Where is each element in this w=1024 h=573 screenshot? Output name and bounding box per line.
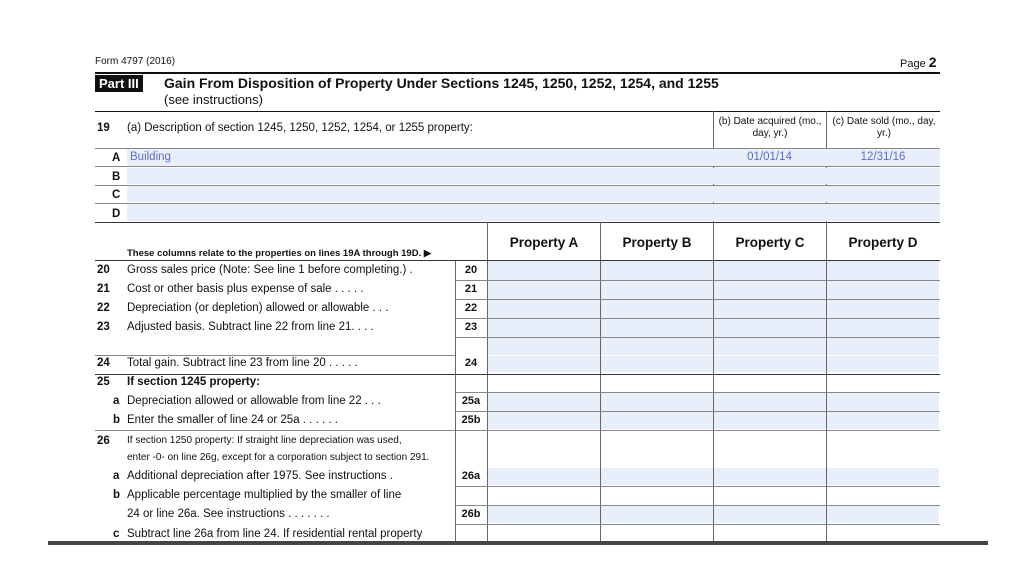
amount-field-24-b[interactable] [601,356,713,372]
line-text: Adjusted basis. Subtract line 22 from line 21. . . . [127,321,374,333]
divider [95,430,455,431]
line-num: 24 [97,357,110,369]
row-c-field[interactable] [127,186,940,202]
amount-field-21-b[interactable] [601,281,713,299]
amount-field-26a-a[interactable] [488,468,600,485]
divider [95,222,940,223]
line-box-label: 20 [464,264,478,276]
line-num: 20 [97,264,110,276]
amount-field-25b-a[interactable] [488,412,600,429]
amount-field-25a-c[interactable] [714,393,826,411]
line-text: If section 1250 property: If straight line depreciation was used, [127,435,402,446]
page-number: Page 2 [900,54,937,70]
line-text: Cost or other basis plus expense of sale . . . . . [127,283,364,295]
line-box-label: 26b [461,508,481,520]
divider [455,505,940,506]
row-a-acquired[interactable]: 01/01/14 [747,151,792,163]
row-a-desc[interactable]: Building [130,151,171,163]
amount-field-25b-b[interactable] [601,412,713,429]
amount-field-21-a[interactable] [488,281,600,299]
divider [95,203,940,204]
divider [455,299,940,300]
amount-field-22-b[interactable] [601,300,713,318]
divider [455,280,940,281]
amount-field-26a-d[interactable] [827,468,939,485]
line-sub: a [113,395,120,407]
row-a-sold[interactable]: 12/31/16 [860,151,906,163]
property-c-header: Property C [735,235,805,250]
divider [95,111,940,112]
col-c-header: (c) Date sold (mo., day, yr.) [832,116,936,139]
line-num: 23 [97,321,110,333]
amount-field-21-d[interactable] [827,281,939,299]
line-box-label: 23 [464,321,478,333]
row-b-field[interactable] [127,168,940,184]
amount-field-26a-c[interactable] [714,468,826,485]
amount-field-20-a[interactable] [488,261,600,280]
amount-field-25b-c[interactable] [714,412,826,429]
amount-field-25b-d[interactable] [827,412,939,429]
amount-field-24-a[interactable] [488,356,600,372]
line-19-num: 19 [97,122,110,134]
line-num: 21 [97,283,110,295]
line-box-label: 26a [461,470,481,482]
row-letter: A [112,152,121,164]
amount-field-26a-b[interactable] [601,468,713,485]
amount-field-20-d[interactable] [827,261,939,280]
amount-field-25a-d[interactable] [827,393,939,411]
divider [95,166,940,167]
amount-field-26b-b[interactable] [601,506,713,523]
divider [455,486,940,487]
line-text: Total gain. Subtract line 23 from line 20 . . . . . [127,357,358,369]
amount-field-26b-d[interactable] [827,506,939,523]
line-text: 24 or line 26a. See instructions . . . . . . . [127,508,330,520]
line-box-label: 25a [461,395,481,407]
columns-note: These columns relate to the properties on lines 19A through 19D. ▶ [127,248,432,259]
col-divider [455,261,456,542]
col-b-header: (b) Date acquired (mo., day, yr.) [718,116,822,139]
row-letter: B [112,171,121,183]
line-box-label: 25b [461,414,481,426]
row-d-field[interactable] [127,204,940,221]
row-letter: D [112,208,121,220]
divider [455,430,940,431]
top-rule [95,72,940,74]
amount-field-25a-a[interactable] [488,393,600,411]
amount-field-26b-a[interactable] [488,506,600,523]
divider [95,185,940,186]
line-text: Additional depreciation after 1975. See instructions . [127,470,393,482]
divider [455,411,940,412]
line-sub: b [113,489,121,501]
divider [455,318,940,319]
line-box-label: 24 [464,357,478,369]
divider [455,392,940,393]
amount-field-21-c[interactable] [714,281,826,299]
divider [455,337,940,338]
amount-field-22-c[interactable] [714,300,826,318]
amount-field-22-a[interactable] [488,300,600,318]
line-text: Depreciation allowed or allowable from line 22 . . . [127,395,381,407]
bottom-bar [48,541,988,545]
line-text: Gross sales price (Note: See line 1 before completing.) . [127,264,413,276]
amount-field-20-c[interactable] [714,261,826,280]
line-19-desc: (a) Description of section 1245, 1250, 1252, 1254, or 1255 property: [127,122,473,134]
amount-field-26b-c[interactable] [714,506,826,523]
amount-field-22-d[interactable] [827,300,939,318]
line-box-label: 21 [464,283,478,295]
part-subtitle: (see instructions) [164,92,263,107]
property-b-header: Property B [622,235,692,250]
divider [95,374,940,375]
line-box-label: 22 [464,302,478,314]
property-a-header: Property A [509,235,579,250]
line-text: Applicable percentage multiplied by the smaller of line [127,489,402,501]
row-letter: C [112,189,121,201]
amount-field-24-d[interactable] [827,356,939,372]
amount-field-20-b[interactable] [601,261,713,280]
line-num: 22 [97,302,110,314]
line-text: Subtract line 26a from line 24. If residential rental property [127,528,423,540]
divider [95,355,455,356]
line-text: Depreciation (or depletion) allowed or allowable . . . [127,302,389,314]
property-d-header: Property D [848,235,918,250]
line-num: 25 [97,376,110,388]
line-num: 26 [97,435,110,447]
line-text: If section 1245 property: [127,376,260,388]
line-text: Enter the smaller of line 24 or 25a . . . . . . [127,414,338,426]
amount-field-25a-b[interactable] [601,393,713,411]
divider [455,524,940,525]
line-sub: a [113,470,120,482]
form-id: Form 4797 (2016) [95,56,176,67]
line-sub: b [113,414,121,426]
line-text: enter -0- on line 26g, except for a corporation subject to section 291. [127,452,430,463]
line-sub: c [113,528,120,540]
part-label: Part III [95,75,143,92]
amount-field-24-c[interactable] [714,356,826,372]
part-title: Gain From Disposition of Property Under Sections 1245, 1250, 1252, 1254, and 1255 [164,75,719,91]
